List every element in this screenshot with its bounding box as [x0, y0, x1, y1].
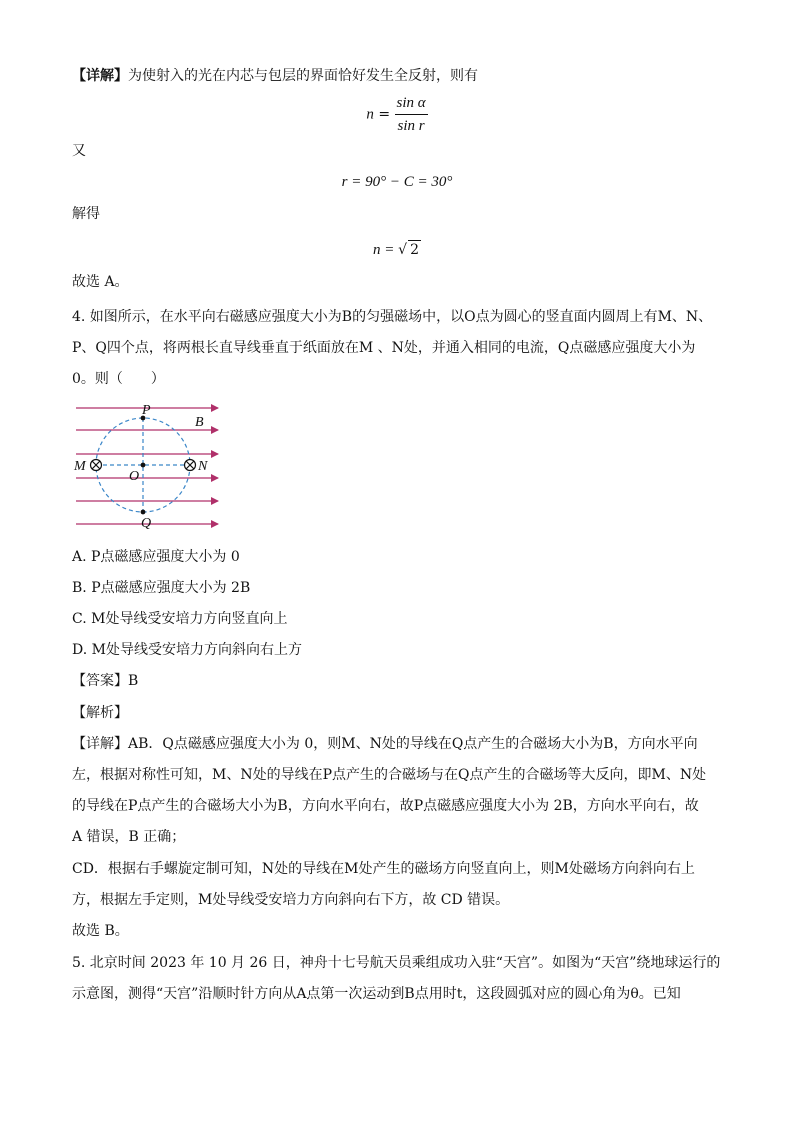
- label-Q: Q: [141, 516, 152, 531]
- eq1-fraction: [395, 94, 428, 135]
- q4-analysis-heading: 【解析】: [72, 705, 128, 721]
- q4-stem-line-3: 0。则（ ）: [72, 371, 165, 387]
- q3-also: 又: [72, 143, 86, 159]
- label-O: O: [129, 469, 140, 484]
- eq3-radicand: 2: [410, 242, 419, 258]
- eq1-numerator: sin α: [395, 94, 428, 115]
- q4-detail-line: 左，根据对称性可知，M、N处的导线在P点产生的合磁场与在Q点产生的合磁场等大反向，即M、N处: [72, 767, 707, 783]
- q3-solve: 解得: [72, 206, 100, 222]
- q4-figure: [70, 400, 230, 532]
- q4-detail-line: CD．根据右手螺旋定制可知，N处的导线在M处产生的磁场方向竖直向上，则M处磁场方向斜向右上: [72, 861, 695, 877]
- eq1-lhs: n: [366, 106, 374, 123]
- q3-detail-text: 为使射入的光在内芯与包层的界面恰好发生全反射，则有: [128, 68, 478, 84]
- point-Q-dot: [141, 510, 146, 515]
- q4-detail-line: 【详解】AB．Q点磁感应强度大小为 0，则M、N处的导线在Q点产生的合磁场大小为B，方向水平向: [72, 736, 698, 752]
- q5-stem-line-2: 示意图，测得“天宫”沿顺时针方向从A点第一次运动到B点用时t，这段圆弧对应的圆心角为θ。已知: [72, 986, 681, 1002]
- q4-option-c: C. M处导线受安培力方向竖直向上: [72, 611, 288, 627]
- wire-M-into-page-icon: [91, 460, 102, 471]
- q3-equation-3: n = √ 2: [373, 242, 419, 258]
- q4-option-b: B. P点磁感应强度大小为 2B: [72, 580, 251, 596]
- q3-equation-2: r = 90° − C = 30°: [341, 174, 453, 190]
- q4-stem-line-1: 4. 如图所示，在水平向右磁感应强度大小为B的匀强磁场中，以O点为圆心的竖直面内圆周上有M、N、: [72, 309, 713, 325]
- q3-choose: 故选 A。: [72, 274, 129, 290]
- q4-detail-line: 的导线在P点产生的合磁场大小为B，方向水平向右，故P点磁感应强度大小为 2B，方向水平向右，故: [72, 798, 699, 814]
- q3-detail: [72, 67, 478, 85]
- q4-detail-line: 方，根据左手定则，M处导线受安培力方向斜向右下方，故 CD 错误。: [72, 892, 510, 908]
- eq1-denominator: sin r: [397, 118, 425, 134]
- q5-stem-line-1: 5. 北京时间 2023 年 10 月 26 日，神舟十七号航天员乘组成功入驻“天宫”。如图为“天宫”绕地球运行的: [72, 955, 721, 971]
- label-B: B: [195, 415, 204, 430]
- point-O-dot: [141, 463, 146, 468]
- q3-equation-1: n = $\frac{\text{sin α}}{\text{sin r}}$: [366, 95, 426, 134]
- q4-detail-line: 故选 B。: [72, 923, 129, 939]
- label-M: M: [74, 459, 86, 474]
- wire-N-into-page-icon: [185, 460, 196, 471]
- q4-option-a: A. P点磁感应强度大小为 0: [72, 549, 240, 565]
- label-N: N: [198, 459, 208, 474]
- q4-option-d: D. M处导线受安培力方向斜向右上方: [72, 642, 302, 658]
- q4-stem-line-2: P、Q四个点，将两根长直导线垂直于纸面放在M 、N处，并通入相同的电流，Q点磁感应强度大小为: [72, 340, 696, 356]
- q4-detail-line: A 错误，B 正确；: [72, 829, 186, 845]
- label-P: P: [142, 403, 151, 418]
- q4-answer: 【答案】B: [72, 673, 139, 689]
- q3-detail-tag: 【详解】: [72, 68, 128, 84]
- eq3-lhs: n =: [373, 242, 399, 258]
